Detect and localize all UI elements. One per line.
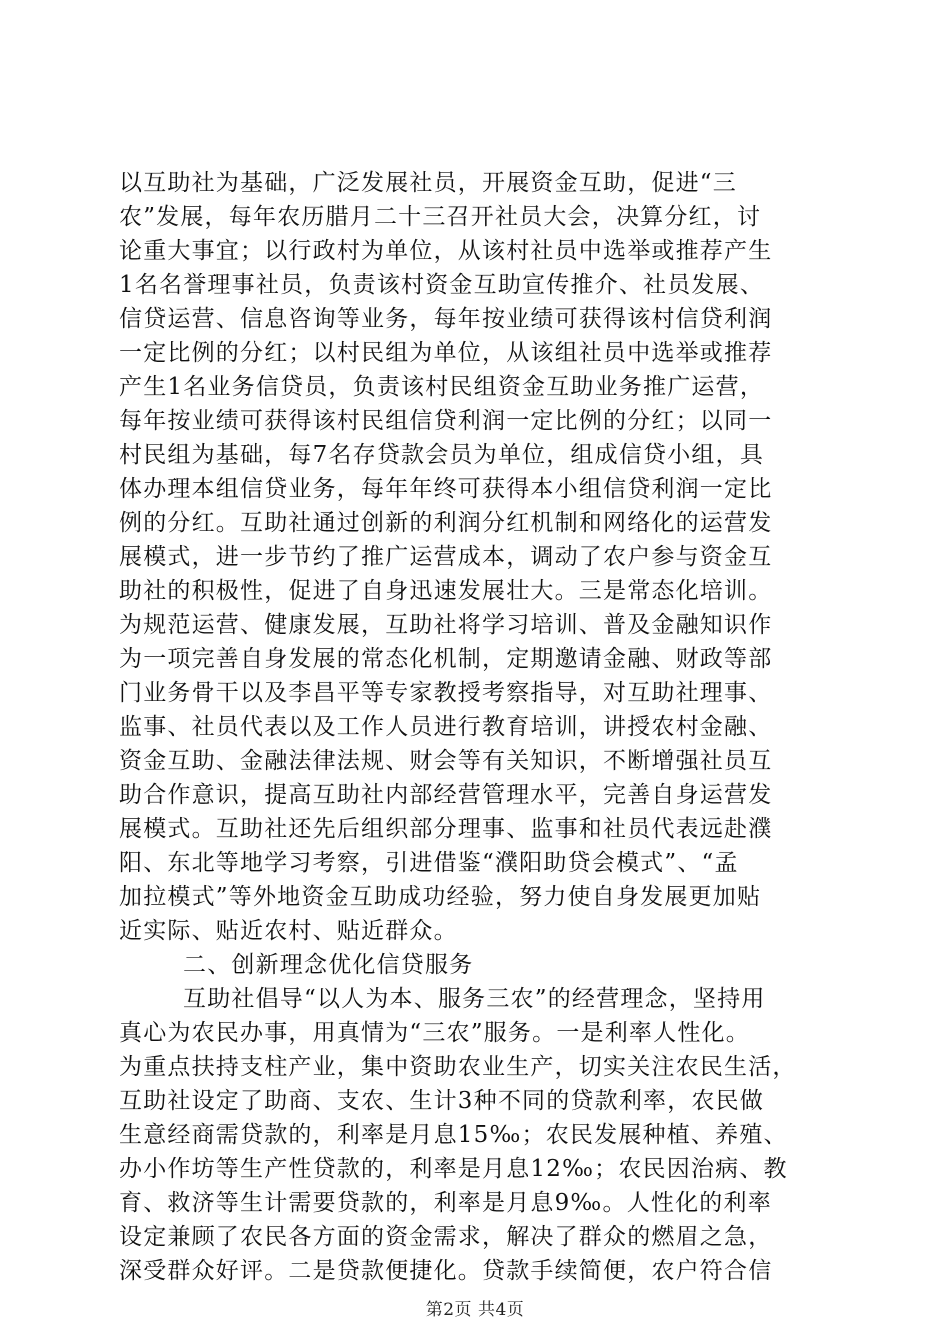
body-text-line: 助社的积极性，促进了自身迅速发展壮大。三是常态化培训。: [119, 578, 773, 604]
body-text-line: 论重大事宜；以行政村为单位，从该村社员中选举或推荐产生: [119, 238, 773, 264]
section-heading: 二、创新理念优化信贷服务: [183, 952, 474, 978]
body-text-line: 每年按业绩可获得该村民组信贷利润一定比例的分红；以同一: [119, 408, 773, 434]
body-text-line: 真心为农民办事，用真情为“三农”服务。一是利率人性化。: [119, 1020, 750, 1046]
body-text-line: 村民组为基础，每7名存贷款会员为单位，组成信贷小组，具: [119, 442, 765, 468]
body-text-line: 信贷运营、信息咨询等业务，每年按业绩可获得该村信贷利润: [119, 306, 773, 332]
body-text-line: 1名名誉理事社员，负责该村资金互助宣传推介、社员发展、: [119, 272, 765, 298]
page-number-footer: 第2页 共4页: [425, 1300, 525, 1320]
body-text-line: 门业务骨干以及李昌平等专家教授考察指导，对互助社理事、: [119, 680, 773, 706]
body-text-line: 助合作意识，提高互助社内部经营管理水平，完善自身运营发: [119, 782, 773, 808]
body-text-line: 农”发展，每年农历腊月二十三召开社员大会，决算分红，讨: [119, 204, 762, 230]
body-text-line: 产生1名业务信贷员，负责该村民组资金互助业务推广运营，: [119, 374, 765, 400]
body-text-line: 一定比例的分红；以村民组为单位，从该组社员中选举或推荐: [119, 340, 773, 366]
body-text-line: 资金互助、金融法律法规、财会等有关知识，不断增强社员互: [119, 748, 773, 774]
body-text-line: 互助社设定了助商、支农、生计3种不同的贷款利率，农民做: [119, 1088, 765, 1114]
body-text-line: 阳、东北等地学习考察，引进借鉴“濮阳助贷会模式”、“孟: [119, 850, 739, 876]
body-text-line: 加拉模式”等外地资金互助成功经验，努力使自身发展更加贴: [119, 884, 762, 910]
body-text-line: 展模式，进一步节约了推广运营成本，调动了农户参与资金互: [119, 544, 773, 570]
body-text-line: 生意经商需贷款的，利率是月息15‰；农民发展种植、养殖、: [119, 1122, 788, 1148]
body-text-line: 深受群众好评。二是贷款便捷化。贷款手续简便，农户符合信: [119, 1258, 773, 1284]
body-text-line: 为重点扶持支柱产业，集中资助农业生产，切实关注农民生活，: [119, 1054, 797, 1080]
body-text-line: 为一项完善自身发展的常态化机制，定期邀请金融、财政等部: [119, 646, 773, 672]
body-text-line: 近实际、贴近农村、贴近群众。: [119, 918, 458, 944]
body-text-line: 设定兼顾了农民各方面的资金需求，解决了群众的燃眉之急，: [119, 1224, 773, 1250]
body-text-line: 办小作坊等生产性贷款的，利率是月息12‰；农民因治病、教: [119, 1156, 788, 1182]
body-text-line: 例的分红。互助社通过创新的利润分红机制和网络化的运营发: [119, 510, 773, 536]
body-text-line: 育、救济等生计需要贷款的，利率是月息9‰。人性化的利率: [119, 1190, 772, 1216]
paragraph-first-line: 互助社倡导“以人为本、服务三农”的经营理念，坚持用: [183, 986, 766, 1012]
body-text-line: 体办理本组信贷业务，每年年终可获得本小组信贷利润一定比: [119, 476, 773, 502]
body-text-line: 以互助社为基础，广泛发展社员，开展资金互助，促进“三: [119, 170, 737, 196]
body-text-line: 监事、社员代表以及工作人员进行教育培训，讲授农村金融、: [119, 714, 773, 740]
body-text-line: 为规范运营、健康发展，互助社将学习培训、普及金融知识作: [119, 612, 773, 638]
body-text-line: 展模式。互助社还先后组织部分理事、监事和社员代表远赴濮: [119, 816, 773, 842]
